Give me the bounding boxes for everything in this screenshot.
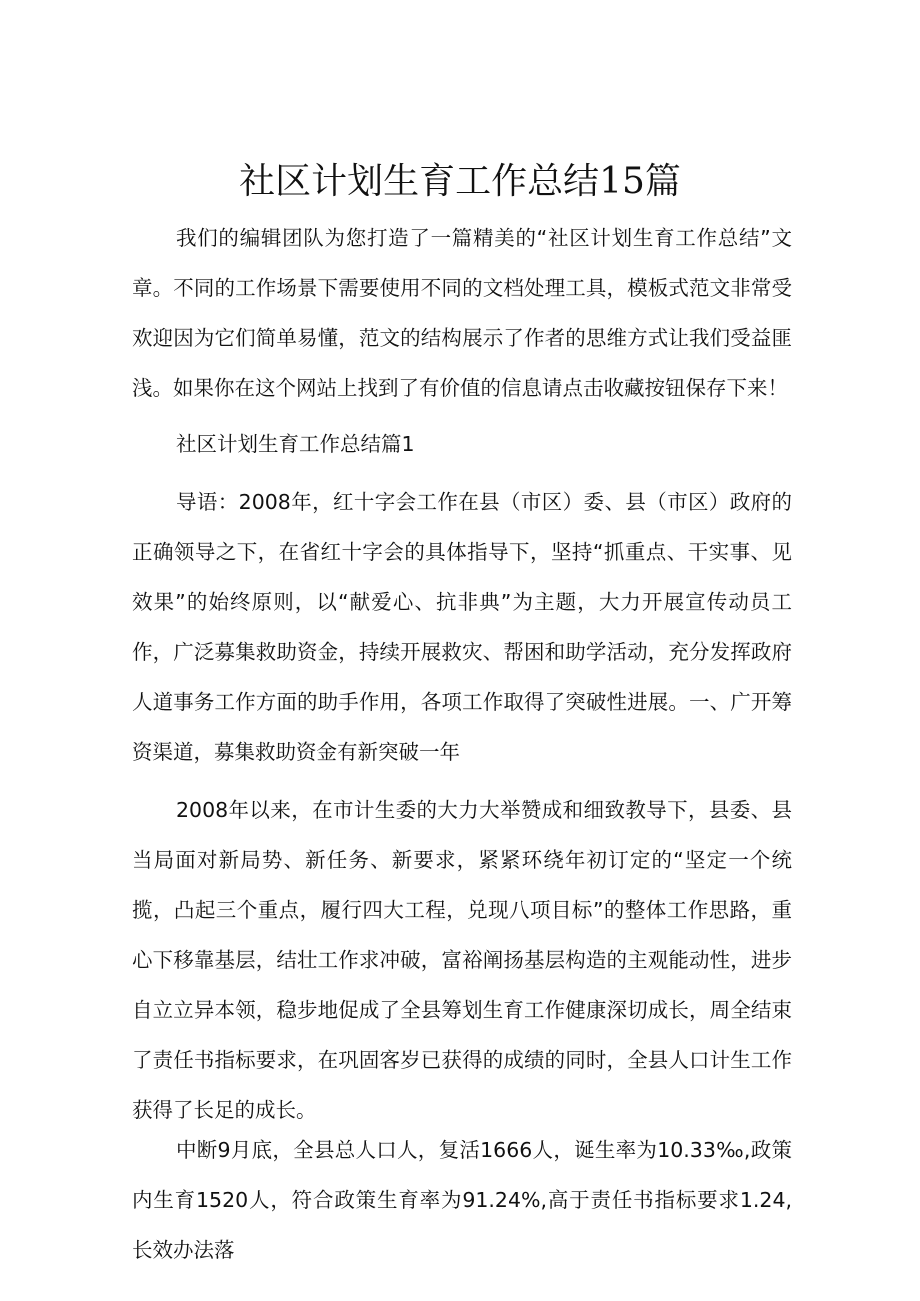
body-paragraph-1: 2008年以来，在市计生委的大力大举赞成和细致教导下，县委、县当局面对新局势、新任务、新要求，紧紧环绕年初订定的“坚定一个统揽，凸起三个重点，履行四大工程，兑现八项目标”的整体工作思路，重心下移靠基层，结壮工作求冲破，富裕阐扬基层构造的主观能动性，进步自立立异本领，稳步地促成了全县筹划生育工作健康深切成长，周全结束了责任书指标要求，在巩固客岁已获得的成绩的同时，全县人口计生工作获得了长足的成长。 <box>132 798 792 1122</box>
section-heading: 社区计划生育工作总结篇1 <box>176 432 415 456</box>
intro-paragraph: 我们的编辑团队为您打造了一篇精美的“社区计划生育工作总结”文章。不同的工作场景下需要使用不同的文档处理工具，模板式范文非常受欢迎因为它们简单易懂，范文的结构展示了作者的思维方式让我们受益匪浅。如果你在这个网站上找到了有价值的信息请点击收藏按钮保存下来！ <box>132 226 792 400</box>
document-title: 社区计划生育工作总结15篇 <box>239 161 681 202</box>
body-paragraph-2: 中断9月底，全县总人口人，复活1666人，诞生率为10.33‰,政策内生育1520人，符合政策生育率为91.24%,高于责任书指标要求1.24,长效办法落 <box>132 1138 792 1262</box>
lead-paragraph: 导语：2008年，红十字会工作在县（市区）委、县（市区）政府的正确领导之下，在省红十字会的具体指导下，坚持“抓重点、干实事、见效果”的始终原则，以“献爱心、抗非典”为主题，大力开展宣传动员工作，广泛募集救助资金，持续开展救灾、帮困和助学活动，充分发挥政府人道事务工作方面的助手作用，各项工作取得了突破性进展。一、广开筹资渠道，募集救助资金有新突破一年 <box>132 490 792 764</box>
